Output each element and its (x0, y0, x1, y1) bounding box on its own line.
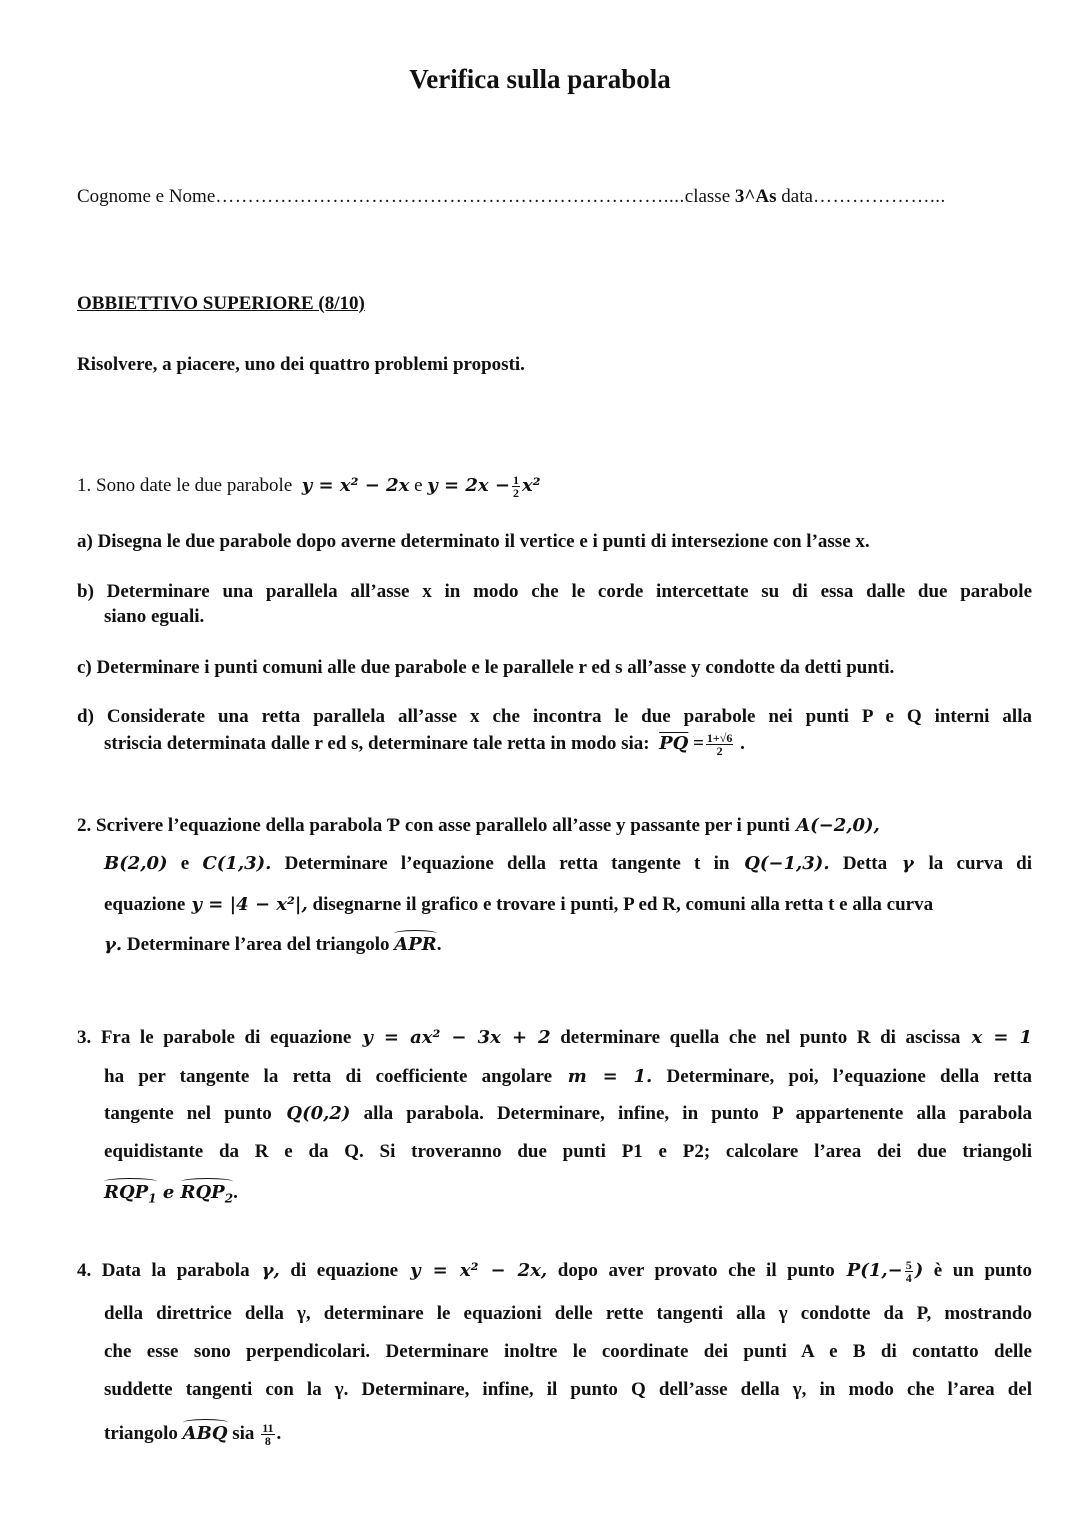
problem-4-line-2: della direttrice della γ, determinare le equazioni delle rette tangenti alla γ condotte da P, mostrando (104, 1303, 1032, 1324)
fraction-pq: $\frac{1+√6}{2}$ (706, 731, 733, 758)
problem-1d-line-1: d) Considerate una retta parallela all’asse x che incontra le due parabole nei punti P e Q interni alla (77, 706, 1032, 727)
problem-3-line-5: $RQP_1$ e $RQP_2$. (104, 1182, 238, 1206)
problem-4-line-3: che esse sono perpendicolari. Determinare inoltre le coordinate dei punti A e B di contatto delle (104, 1341, 1032, 1362)
problem-1b-line-2: siano eguali. (104, 606, 205, 627)
problem-1a: a) Disegna le due parabole dopo averne determinato il vertice e i punti di intersezione con l’asse x. (77, 531, 870, 552)
date-field[interactable]: ………………... (812, 186, 946, 207)
fraction-eleven-eighths: $\frac{11}{8}$ (262, 1421, 274, 1448)
problem-3-line-4: equidistante da R e da Q. Si troveranno due punti P1 e P2; calcolare l’area dei due triangoli (104, 1141, 1032, 1162)
fraction-five-quarters: $\frac{5}{4}$ (905, 1258, 912, 1285)
problem-3-line-3: tangente nel punto Q(0,2) alla parabola. Determinare, infine, in punto P appartenente alla parabola (104, 1103, 1032, 1124)
problem-2-line-4: γ. Determinare l’area del triangolo APR. (104, 934, 442, 955)
equation-1: y = x² − 2x (301, 474, 410, 496)
date-label: data (776, 186, 813, 207)
problem-4-line-4: suddette tangenti con la γ. Determinare, infine, il punto Q dell’asse della γ, in modo che l’area del (104, 1379, 1032, 1400)
problem-1d-line-2: striscia determinata dalle r ed s, determinare tale retta in modo sia: $\overline{PQ}$ = $\frac{1+√6}{2}$ . (104, 731, 745, 758)
problem-3-line-2: ha per tangente la retta di coefficiente angolare m = 1. Determinare, poi, l’equazione della retta (104, 1066, 1032, 1087)
problem-4-line-1: 4. Data la parabola γ, di equazione y = x² − 2x, dopo aver provato che il punto P(1,− $\frac{5}{4}$ ) è un punto (77, 1258, 1032, 1285)
triangle-apr: APR (394, 934, 437, 955)
problem-2-line-1: 2. Scrivere l’equazione della parabola Ƥ con asse parallelo all’asse y passante per i punti A(−2,0), (77, 815, 880, 836)
instruction: Risolvere, a piacere, uno dei quattro problemi proposti. (77, 354, 525, 375)
class-label: classe (684, 186, 735, 207)
name-field[interactable]: …………………………………………………………….... (215, 186, 685, 207)
problem-1c: c) Determinare i punti comuni alle due parabole e le parallele r ed s all’asse y condotte da detti punti. (77, 657, 895, 678)
problem-2-line-2: B(2,0) e C(1,3). Determinare l’equazione della retta tangente t in Q(−1,3). Detta γ la curva di (104, 853, 1033, 874)
problem-3-line-1: 3. Fra le parabole di equazione y = ax² − 3x + 2 determinare quella che nel punto R di ascissa x = 1 (77, 1027, 1033, 1048)
section-title: OBBIETTIVO SUPERIORE (8/10) (77, 293, 365, 314)
name-label: Cognome e Nome (77, 186, 216, 207)
page-title: Verifica sulla parabola (409, 64, 671, 94)
triangle-rqp1: $RQP_1$ (104, 1182, 157, 1206)
triangle-abq: ABQ (182, 1422, 228, 1444)
problem-1b-line-1: b) Determinare una parallela all’asse x in modo che le corde intercettate su di essa dalle due parabole (77, 581, 1032, 602)
triangle-rqp2: $RQP_2$ (180, 1182, 234, 1206)
problem-2-line-3: equazione y = |4 − x²|, disegnarne il grafico e trovare i punti, P ed R, comuni alla retta t e alla curva (104, 894, 934, 915)
student-info-line (77, 186, 946, 208)
problem-4-line-5: triangolo ABQ sia $\frac{11}{8}$ . (104, 1421, 282, 1448)
fraction-half: $\frac{1}{2}$ (512, 473, 519, 500)
problem-1-statement: 1. Sono date le due parabole y = x² − 2x e y = 2x − $\frac{1}{2}$ x² (77, 473, 541, 500)
class-value: 3^As (734, 186, 777, 207)
segment-pq: $\overline{PQ}$ (659, 732, 689, 754)
